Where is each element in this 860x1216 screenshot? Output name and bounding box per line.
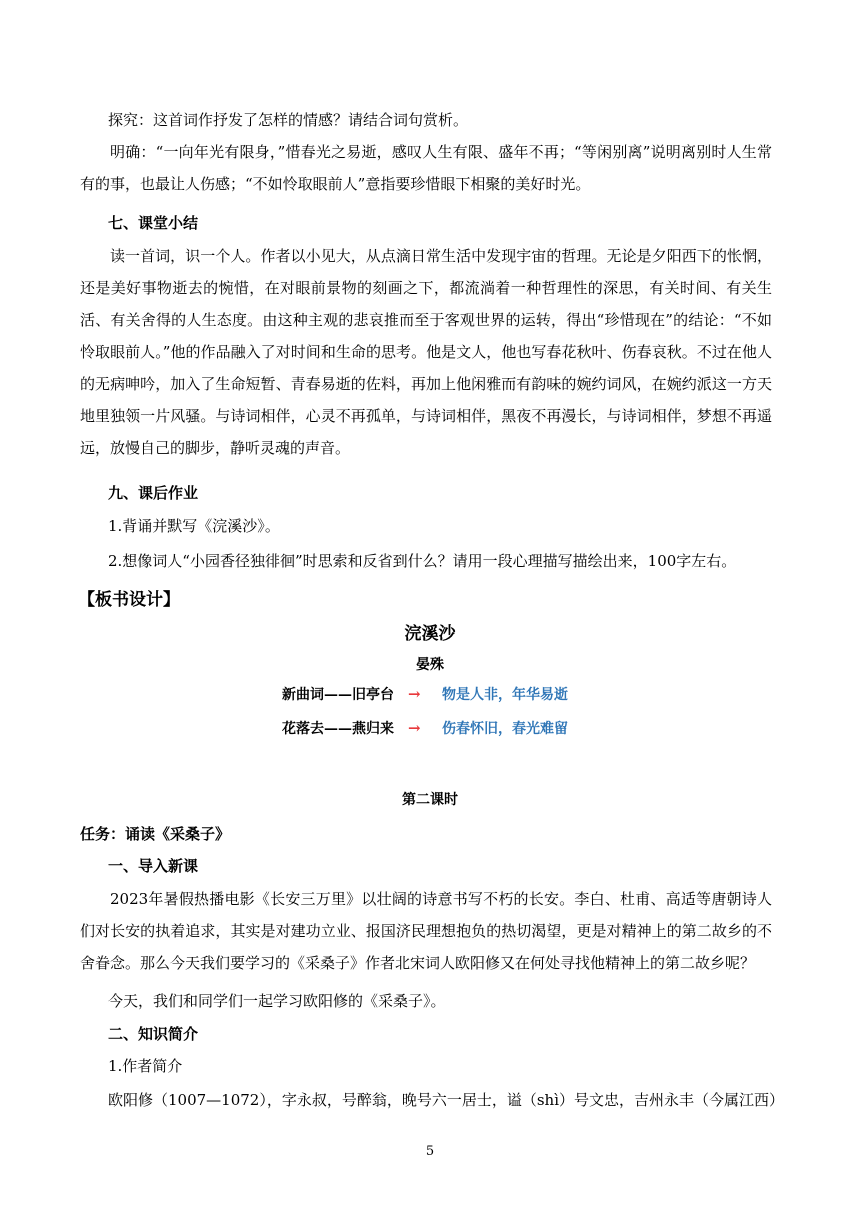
board-row-right: 物是人非，年华易逝 <box>442 687 568 703</box>
intro-paragraph: 2023年暑假热播电影《长安三万里》以壮阔的诗意书写不朽的长安。李白、杜甫、高适等唐朝诗人们对长安的执着追求，其实是对建功立业、报国济民理想抱负的热切渴望，更是对精神上的第二故乡的不舍眷念。那么今天我们要学习的《采桑子》作者北宋词人欧阳修又在何处寻找他精神上的第二故乡呢？ <box>80 890 772 972</box>
homework-item-2: 2.想像词人“小园香径独徘徊”时思索和反省到什么？请用一段心理描写描绘出来，100字左右。 <box>108 552 737 570</box>
explore-question: 探究：这首词作抒发了怎样的情感？请结合词句赏析。 <box>108 111 469 129</box>
board-row-left: 新曲词——旧亭台 <box>282 687 394 703</box>
today-line: 今天，我们和同学们一起学习欧阳修的《采桑子》。 <box>108 992 446 1010</box>
right-arrow-icon: → <box>408 719 421 737</box>
intro-heading: 一、导入新课 <box>108 857 199 875</box>
homework-heading: 九、课后作业 <box>108 484 199 502</box>
board-poem-title: 浣溪沙 <box>404 624 456 644</box>
board-design-heading: 【板书设计】 <box>78 590 180 610</box>
homework-item-1: 1.背诵并默写《浣溪沙》。 <box>108 517 280 535</box>
board-row-right: 伤春怀旧，春光难留 <box>442 721 568 737</box>
author-intro-heading: 1.作者简介 <box>108 1057 183 1075</box>
lesson-two-title: 第二课时 <box>402 792 458 808</box>
board-poem-author: 晏殊 <box>416 657 444 673</box>
knowledge-heading: 二、知识简介 <box>108 1025 199 1043</box>
board-row <box>282 684 568 704</box>
board-row <box>282 718 568 738</box>
page-number: 5 <box>425 1144 435 1159</box>
clarify-answer: 明确：“一向年光有限身，”惜春光之易逝，感叹人生有限、盛年不再；“等闲别离”说明离别时人生常有的事，也最让人伤感；“不如怜取眼前人”意指要珍惜眼下相聚的美好时光。 <box>80 143 772 193</box>
summary-heading: 七、课堂小结 <box>108 214 199 232</box>
summary-paragraph: 读一首词，识一个人。作者以小见大，从点滴日常生活中发现宇宙的哲理。无论是夕阳西下的怅惘，还是美好事物逝去的惋惜，在对眼前景物的刻画之下，都流淌着一种哲理性的深思，有关时间、有关生活、有关舍得的人生态度。由这种主观的悲哀推而至于客观世界的运转，得出“珍惜现在”的结论：“不如怜取眼前人。”他的作品融入了对时间和生命的思考。他是文人，他也写春花秋叶、伤春哀秋。不过在他人的无病呻吟，加入了生命短暂、青春易逝的佐料，再加上他闲雅而有韵味的婉约词风，在婉约派这一方天地里独领一片风骚。与诗词相伴，心灵不再孤单，与诗词相伴，黑夜不再漫长，与诗词相伴，梦想不再遥远，放慢自己的脚步，静听灵魂的声音。 <box>80 247 772 457</box>
right-arrow-icon: → <box>408 685 421 703</box>
board-row-left: 花落去——燕归来 <box>282 721 394 737</box>
author-intro-text: 欧阳修（1007—1072），字永叔，号醉翁，晚号六一居士，谥（shì）号文忠，吉州永丰（今属江西） <box>108 1091 785 1109</box>
task-heading: 任务：诵读《采桑子》 <box>80 825 231 843</box>
